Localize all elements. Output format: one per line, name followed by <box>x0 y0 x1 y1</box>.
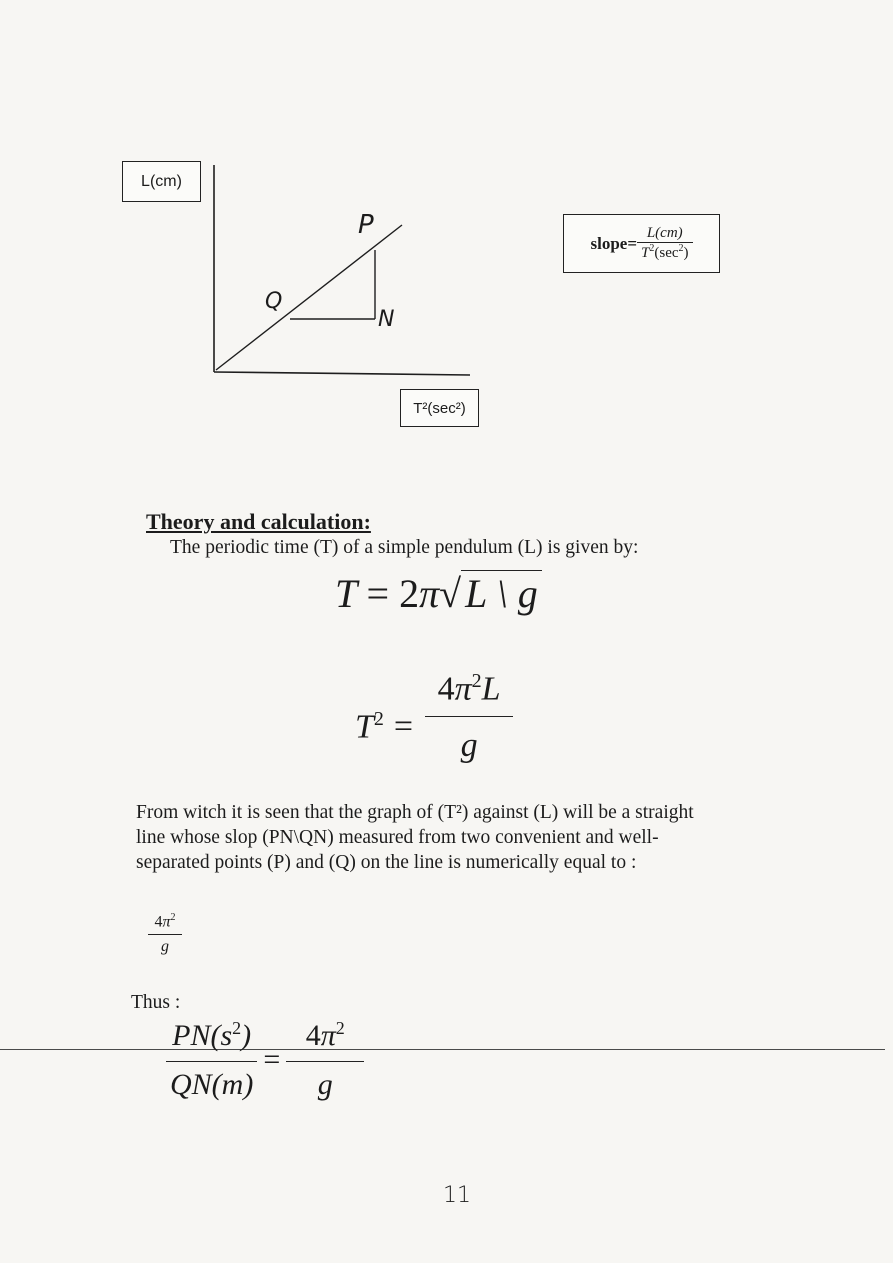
x-axis-label-box <box>400 389 479 427</box>
eq3-lhs-denominator: QN(m) <box>166 1061 257 1102</box>
graph-line <box>216 225 402 370</box>
intro-text: The periodic time (T) of a simple pendulum (L) is given by: <box>170 537 639 558</box>
x-axis <box>214 372 470 375</box>
paragraph-line-1: From witch it is seen that the graph of (T²) against (L) will be a straight <box>136 802 694 823</box>
sqrt-sign: √ <box>439 571 462 616</box>
thus-label: Thus : <box>131 992 181 1013</box>
eq3-lhs-numerator: $PN(s^2)$ <box>172 1018 252 1052</box>
point-q-label: Q <box>265 289 283 314</box>
small-fraction-denominator: g <box>148 934 182 956</box>
slope-denominator: $T^2(\sec^2)$ <box>637 242 693 262</box>
eq2-fraction <box>425 670 513 765</box>
point-p-label: P <box>358 210 374 240</box>
slope-prefix: slope= <box>590 233 638 253</box>
section-heading: Theory and calculation: <box>146 509 371 534</box>
equation-period: T = 2π√ L \ g <box>335 570 542 617</box>
horizontal-rule <box>0 1049 885 1050</box>
slope-fraction <box>637 225 693 262</box>
slope-numerator: L(cm) <box>646 225 683 241</box>
y-axis-label: L(cm) <box>141 172 182 190</box>
eq2-denominator: g <box>425 716 513 765</box>
point-n-label: N <box>378 307 395 332</box>
eq3-rhs-fraction <box>286 1018 364 1102</box>
eq2-lhs: $T^2$ <box>355 707 384 745</box>
x-axis-label: T²(sec²) <box>413 399 466 417</box>
slope-box <box>563 214 720 273</box>
eq3-rhs-numerator: $4\pi^2$ <box>305 1018 345 1052</box>
page-number: 11 <box>443 1183 471 1208</box>
paragraph <box>136 800 856 875</box>
equation-period-squared: $T^2$ = $\frac{4\pi^2L}{g}$ <box>355 670 513 765</box>
eq3-rhs-denominator: g <box>286 1061 364 1102</box>
eq3-lhs-fraction <box>166 1018 257 1102</box>
paragraph-line-2: line whose slop (PN\QN) measured from two convenient and well- <box>136 827 659 848</box>
paragraph-line-3: separated points (P) and (Q) on the line is numerically equal to : <box>136 852 637 873</box>
y-axis-label-box <box>122 161 201 202</box>
small-fraction-numerator: $4\pi^2$ <box>154 912 176 931</box>
sqrt-radicand: L \ g <box>461 570 542 616</box>
small-fraction <box>148 912 182 956</box>
equation-slope: $\frac{PN(s^2)}{QN(m)}$ = $\frac{4\pi^2}{g}$ <box>166 1018 364 1102</box>
eq2-numerator: $4\pi^2L$ <box>437 670 501 708</box>
